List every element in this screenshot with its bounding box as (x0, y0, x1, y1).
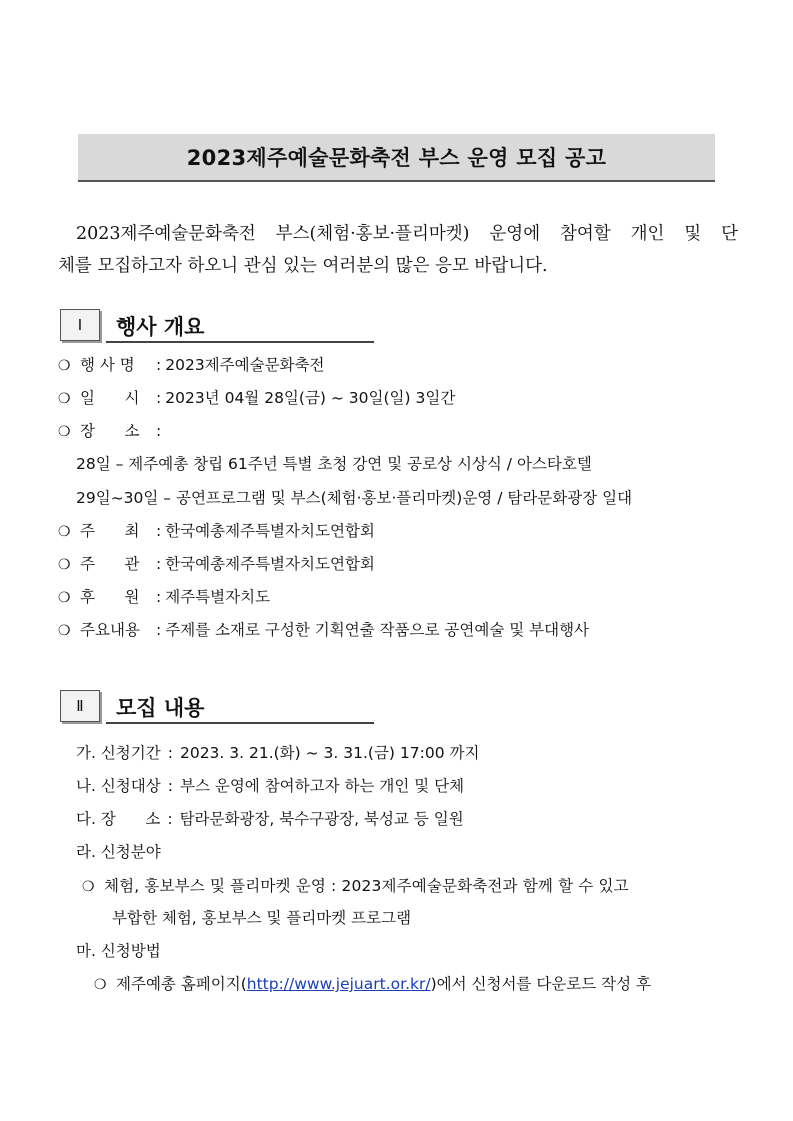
recruit-field: 라. 신청분야 (76, 843, 161, 861)
recruit-target: 나. 신청대상 : 부스 운영에 참여하고자 하는 개인 및 단체 (76, 777, 465, 795)
item-label: 주요내용 (80, 621, 140, 639)
item-label: 후 원 (80, 588, 140, 606)
intro-paragraph (58, 218, 738, 282)
section-1-number: Ⅰ (60, 309, 100, 341)
item-value: 한국예총제주특별자치도연합회 (165, 522, 375, 540)
intro-line-1: 2023제주예술문화축전 부스(체험·홍보·플리마켓) 운영에 참여할 개인 및 단 (76, 224, 738, 244)
bullet-icon: ❍ (94, 977, 107, 993)
recruit-method: 마. 신청방법 (76, 942, 161, 960)
intro-line-2: 체를 모집하고자 하오니 관심 있는 여러분의 많은 응모 바랍니다. (58, 256, 548, 276)
item-label: 장 소 (80, 422, 140, 440)
bullet-icon: ❍ (58, 557, 71, 573)
section-1-header (60, 309, 375, 345)
recruit-field-line-1: ❍ 체험, 홍보부스 및 플리마켓 운영 : 2023제주예술문화축전과 함께 할 수 있고 (82, 877, 629, 895)
recruit-method-line: ❍ 제주예총 홈페이지(http://www.jejuart.or.kr/)에서 신청서를 다운로드 작성 후 (94, 975, 651, 993)
section-1-underline (106, 341, 374, 343)
overview-item-date: ❍ 일 시 : 2023년 04월 28일(금) ~ 30일(일) 3일간 (58, 386, 455, 408)
item-label: 일 시 (80, 389, 140, 407)
section-2-underline (106, 722, 374, 724)
item-value: 한국예총제주특별자치도연합회 (165, 555, 375, 573)
section-2-number: Ⅱ (60, 690, 100, 722)
overview-item-venue: ❍ 장 소 : (58, 419, 165, 441)
recruit-venue: 다. 장 소 : 탐라문화광장, 북수구광장, 북성교 등 일원 (76, 810, 464, 828)
bullet-icon: ❍ (58, 623, 71, 639)
recruit-period: 가. 신청기간 : 2023. 3. 21.(화) ~ 3. 31.(금) 17:00 까지 (76, 744, 480, 762)
notice-title-box (78, 134, 715, 182)
section-2-title: 모집 내용 (116, 696, 205, 720)
bullet-icon: ❍ (58, 358, 71, 374)
item-label: 행 사 명 (80, 356, 135, 374)
bullet-icon: ❍ (58, 424, 71, 440)
bullet-icon: ❍ (58, 391, 71, 407)
bullet-icon: ❍ (58, 590, 71, 606)
venue-line-1: 28일 – 제주예총 창립 61주년 특별 초청 강연 및 공로상 시상식 / 아스타호텔 (76, 455, 592, 473)
notice-title: 2023제주예술문화축전 부스 운영 모집 공고 (186, 146, 607, 170)
bullet-icon: ❍ (82, 879, 95, 895)
overview-item-sponsor: ❍ 후 원 : 제주특별자치도 (58, 585, 270, 607)
venue-line-2: 29일~30일 – 공연프로그램 및 부스(체험·홍보·플리마켓)운영 / 탐라문화광장 일대 (76, 489, 633, 507)
bullet-icon: ❍ (58, 524, 71, 540)
overview-item-content: ❍ 주요내용 : 주제를 소재로 구성한 기획연출 작품으로 공연예술 및 부대행사 (58, 618, 589, 640)
homepage-link[interactable]: http://www.jejuart.or.kr/ (246, 975, 431, 993)
overview-item-name: ❍ 행 사 명 : 2023제주예술문화축전 (58, 353, 324, 375)
section-2-header (60, 690, 375, 726)
section-1-title: 행사 개요 (116, 315, 205, 339)
item-value: 2023제주예술문화축전 (165, 356, 325, 374)
item-value: 주제를 소재로 구성한 기획연출 작품으로 공연예술 및 부대행사 (165, 621, 590, 639)
item-label: 주 관 (80, 555, 140, 573)
item-value: 제주특별자치도 (165, 588, 271, 606)
overview-item-host: ❍ 주 최 : 한국예총제주특별자치도연합회 (58, 519, 375, 541)
overview-item-organizer: ❍ 주 관 : 한국예총제주특별자치도연합회 (58, 552, 375, 574)
item-label: 주 최 (80, 522, 140, 540)
item-value: 2023년 04월 28일(금) ~ 30일(일) 3일간 (165, 389, 456, 407)
recruit-field-line-2: 부합한 체험, 홍보부스 및 플리마켓 프로그램 (112, 909, 412, 927)
